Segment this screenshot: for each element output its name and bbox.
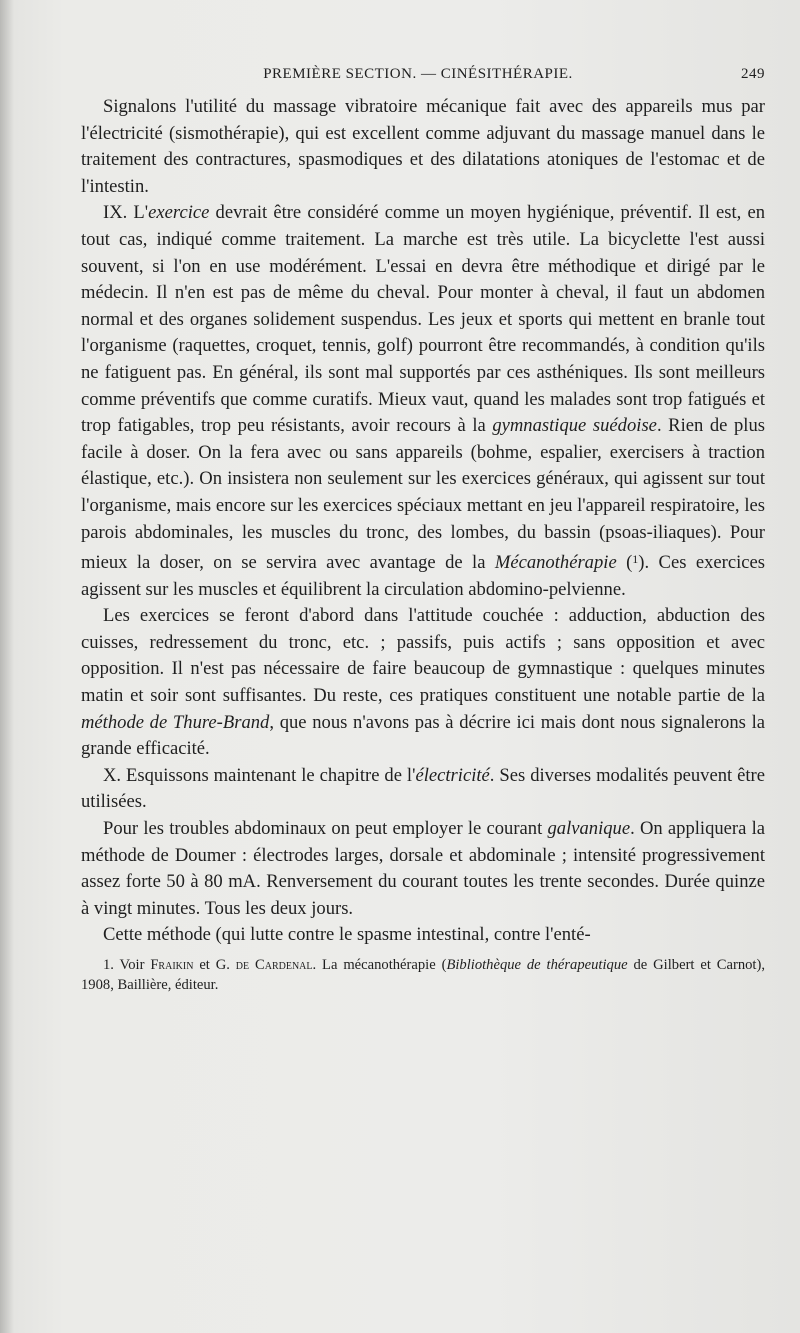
text-run: Cette méthode (qui lutte contre le spasme intestinal, contre l'enté- [103, 924, 591, 946]
text-run: X. Esquissons maintenant le chapitre de l' [103, 764, 416, 786]
footnote-marker: 1 [632, 552, 639, 567]
text-run: . Rien de plus facile à doser. On la fera avec ou sans appareils (bohme, espalier, exercisers à traction élastique, etc.). On insistera non seulement sur les exercices généraux, qui agissent sur tout l'organisme, mais encore sur les exercices spéciaux mettant en jeu l'appareil respiratoire, les parois abdominales, les muscles du tronc, des lombes, du bassin (psoas-iliaques). Pour mieux la doser, on se servira avec avantage de la [81, 415, 765, 574]
footnote [81, 955, 765, 995]
italic-run: galvanique [547, 818, 631, 840]
paragraph-exercices-couchee [81, 603, 765, 763]
italic-run: exercice [148, 202, 210, 224]
text-run: . La mécanothérapie ( [312, 957, 447, 973]
running-head-title: PREMIÈRE SECTION. — CINÉSITHÉRAPIE. [263, 66, 573, 82]
paragraph-exercice [81, 200, 765, 603]
text-run: ( [616, 552, 633, 574]
italic-run: méthode de Thure-Brand [81, 711, 270, 733]
italic-run: Bibliothèque de thérapeutique [446, 957, 628, 973]
text-run: de Gilbert et Carnot), 1908, Baillière, éditeur. [81, 957, 765, 993]
body-text [81, 94, 765, 949]
paragraph-electricite [81, 763, 765, 816]
text-run: Pour les troubles abdominaux on peut employer le courant [103, 818, 548, 840]
text-block [81, 58, 765, 995]
italic-run: Mécanothérapie [494, 552, 617, 574]
text-run: . Ses diverses modalités peuvent être utilisées. [81, 764, 766, 813]
text-run: ). Ces exercices agissent sur les muscles et équilibrent la circulation abdomino-pelvienne. [81, 552, 765, 600]
page-number: 249 [741, 66, 765, 82]
small-caps-run: Fraikin [150, 957, 194, 973]
text-run: 1. Voir [103, 957, 151, 973]
paragraph-massage-vibratoire [81, 94, 765, 200]
text-run: et G. [193, 957, 236, 973]
text-run: . On appliquera la méthode de Doumer : électrodes larges, dorsale et abdominale ; intensité progressivement assez forte 50 à 80 mA. Renversement du courant toutes les trente secondes. Durée quinze à vingt minutes. Tous les deux jours. [81, 818, 765, 919]
running-head [81, 58, 765, 94]
text-run: Signalons l'utilité du massage vibratoire mécanique fait avec des appareils mus par l'électricité (sismothérapie), qui est excellent comme adjuvant du massage manuel dans le traitement des contractures, spasmodiques et des dilatations atoniques de l'estomac et de l'intestin. [81, 96, 765, 197]
text-run: IX. L' [103, 202, 149, 224]
text-run: , que nous n'avons pas à décrire ici mais dont nous signalerons la grande efficacité. [81, 711, 765, 760]
small-caps-run: de Cardenal [235, 957, 313, 973]
paragraph-cette-methode [81, 922, 765, 949]
italic-run: électricité [415, 764, 490, 786]
paragraph-courant-galvanique [81, 816, 765, 922]
text-run: Les exercices se feront d'abord dans l'attitude couchée : adduction, abduction des cuisses, redressement du tronc, etc. ; passifs, puis actifs ; sans opposition et avec opposition. Il n'est pas nécessaire de faire beaucoup de gymnastique : quelques minutes matin et soir sont suffisantes. Du reste, ces pratiques constituent une notable partie de la [81, 605, 765, 707]
italic-run: gymnastique suédoise [492, 415, 657, 437]
text-run: devrait être considéré comme un moyen hygiénique, préventif. Il est, en tout cas, indiqué comme traitement. La marche est très utile. La bicyclette l'est aussi souvent, si l'on en use modérément. L'essai en devra être méthodique et dirigé par le médecin. Il n'en est pas de même du cheval. Pour monter à cheval, il faut un abdomen normal et des organes solidement suspendus. Les jeux et sports qui mettent en branle tout l'organisme (raquettes, croquet, tennis, golf) pourront être recommandés, à condition qu'ils ne fatiguent pas. En général, ils sont mal supportés par ces asthéniques. Ils sont meilleurs comme préventifs que comme curatifs. Mieux vaut, quand les malades sont trop fatigués et trop fatigables, trop peu résistants, avoir recours à la [81, 202, 766, 437]
